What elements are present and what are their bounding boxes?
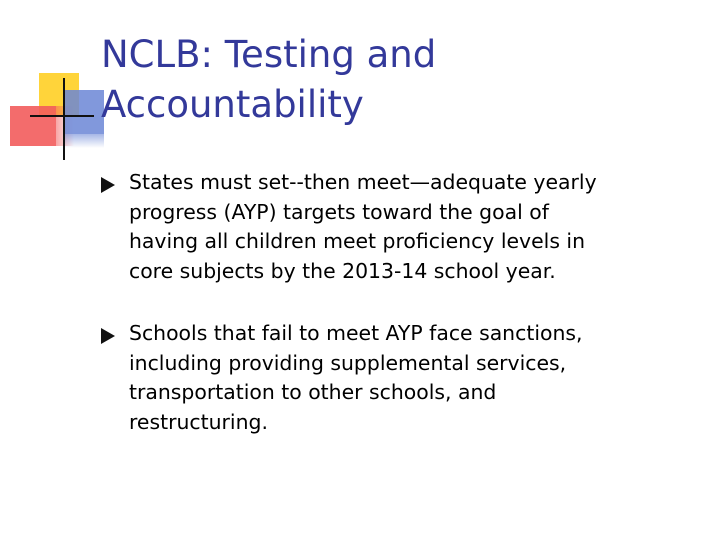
slide-title [101, 30, 701, 130]
blue-block-fade [64, 134, 104, 148]
title-line-2: Accountability [101, 83, 364, 126]
bullet-line: Schools that fail to meet AYP face sanctions, [129, 321, 583, 345]
triangle-bullet-icon [101, 177, 115, 193]
title-line-1: NCLB: Testing and [101, 33, 437, 76]
red-block [10, 106, 56, 146]
bullet-item [101, 319, 711, 437]
bullet-item [101, 168, 711, 286]
triangle-bullet-icon [101, 328, 115, 344]
blue-block [64, 90, 104, 134]
bullet-text [129, 319, 711, 437]
bullet-line: States must set--then meet—adequate yearly [129, 170, 597, 194]
horizontal-rule [30, 115, 94, 117]
bullet-line: transportation to other schools, and [129, 380, 497, 404]
bullet-line: core subjects by the 2013-14 school year. [129, 258, 556, 283]
bullet-list [101, 168, 711, 470]
bullet-line: having all children meet proficiency levels in [129, 229, 586, 253]
bullet-text [129, 168, 711, 286]
bullet-line: restructuring. [129, 409, 268, 434]
bullet-line: including providing supplemental services, [129, 350, 567, 375]
bullet-line: progress (AYP) targets toward the goal of [129, 199, 549, 224]
vertical-rule [63, 78, 65, 160]
